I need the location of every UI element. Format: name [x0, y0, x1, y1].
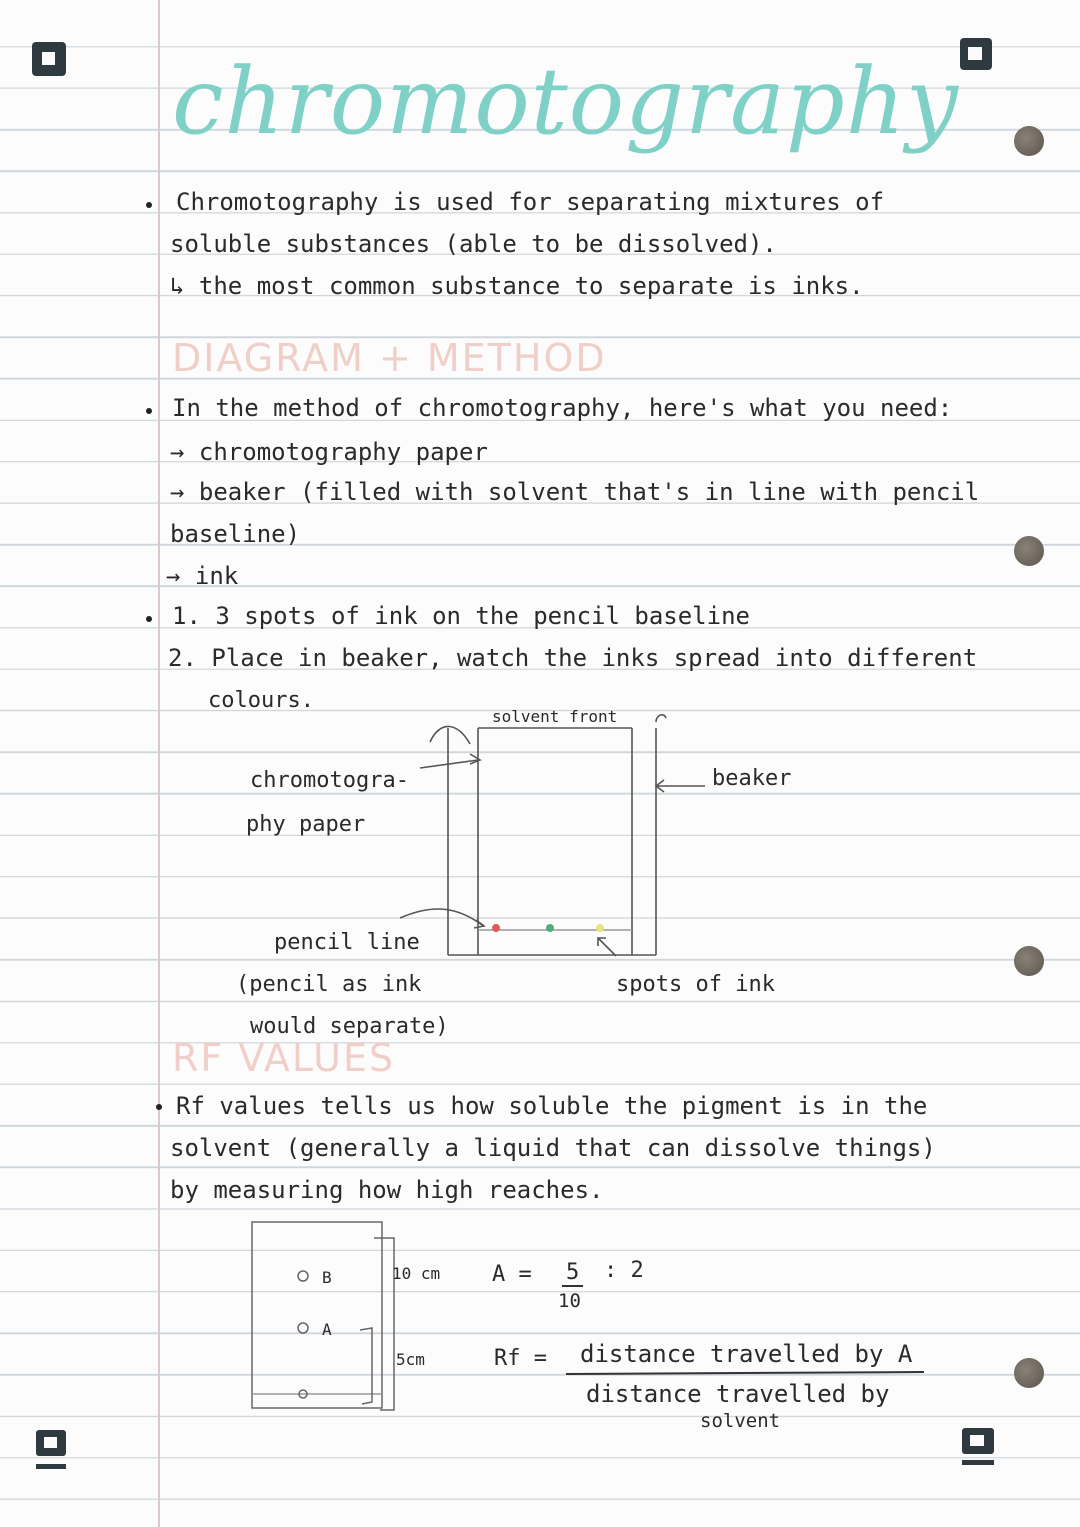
calc-numerator: 5 [562, 1260, 583, 1287]
intro-line-3: the most common substance to separate is inks. [198, 272, 864, 300]
rf-distance-10: 10 cm [392, 1264, 441, 1283]
calc-result: : 2 [604, 1258, 644, 1283]
spots-label: spots of ink [616, 972, 775, 997]
rf-formula-denominator-2: solvent [700, 1410, 781, 1432]
rf-formula-label: Rf = [494, 1346, 547, 1371]
rf-formula-denominator-1: distance travelled by [586, 1380, 890, 1408]
beaker-label: beaker [712, 766, 792, 791]
rf-line-2: solvent (generally a liquid that can dissolve things) [170, 1134, 936, 1162]
rf-formula-numerator: distance travelled by A [580, 1340, 913, 1368]
needs-intro: In the method of chromotography, here's what you need: [172, 394, 953, 422]
rf-distance-5: 5cm [396, 1350, 425, 1369]
step-1: 1. 3 spots of ink on the pencil baseline [172, 602, 750, 630]
arrow-icon: → [170, 438, 199, 466]
needs-item-3: ink [194, 562, 239, 590]
rf-spot-a-label: A [322, 1320, 332, 1339]
rf-line-1: Rf values tells us how soluble the pigment is in the [176, 1092, 928, 1120]
pencil-label-3: would separate) [250, 1014, 449, 1039]
arrow-icon: → [166, 562, 195, 590]
calc-a-label: A = [492, 1262, 532, 1287]
arrow-icon: ↳ [170, 272, 199, 300]
solvent-front-label: solvent front [492, 707, 618, 726]
step-2: 2. Place in beaker, watch the inks spread into different [168, 644, 978, 672]
rf-line-3: by measuring how high reaches. [170, 1176, 604, 1204]
rf-spot-b-label: B [322, 1268, 332, 1287]
calc-denominator: 10 [558, 1290, 581, 1312]
paper-label-2: phy paper [246, 812, 366, 837]
section-heading-rf-values: RF VALUES [172, 1036, 396, 1080]
section-heading-diagram-method: DIAGRAM + METHOD [172, 336, 607, 380]
needs-item-1: chromotography paper [198, 438, 488, 466]
needs-item-2b: baseline) [170, 520, 301, 548]
page-title: chromotography [172, 48, 959, 155]
intro-line-1: Chromotography is used for separating mixtures of [176, 188, 885, 216]
needs-item-2a: beaker (filled with solvent that's in line with pencil [198, 478, 980, 506]
pencil-label-1: pencil line [274, 930, 420, 955]
intro-line-2: soluble substances (able to be dissolved). [170, 230, 777, 258]
pencil-label-2: (pencil as ink [236, 972, 422, 997]
step-2b: colours. [208, 688, 314, 713]
paper-label-1: chromotogra- [250, 768, 409, 793]
arrow-icon: → [170, 478, 199, 506]
